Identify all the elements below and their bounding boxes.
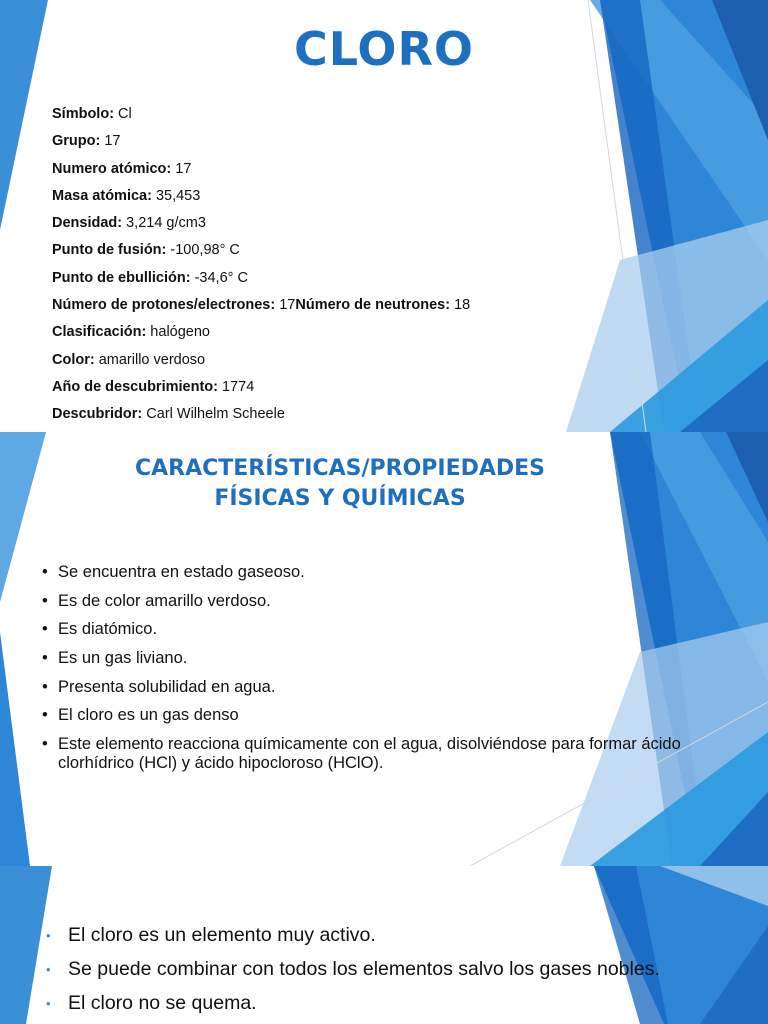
list-item: • Se puede combinar con todos los elementos salvo los gases nobles.	[46, 958, 756, 981]
section-title-line-2: FÍSICAS Y QUÍMICAS	[214, 486, 466, 511]
list-item: • El cloro no se quema.	[46, 992, 756, 1015]
list-item: • Es un gas liviano.	[42, 649, 742, 668]
list-item: • Es diatómico.	[42, 620, 742, 639]
fact-classification: Clasificación: halógeno	[52, 324, 210, 341]
slide-properties	[0, 432, 768, 866]
section-title	[80, 454, 600, 514]
slide-reactivity	[0, 866, 768, 1024]
fact-discoverer: Descubridor: Carl Wilhelm Scheele	[52, 406, 285, 423]
fact-melting-point: Punto de fusión: -100,98° C	[52, 242, 240, 259]
list-item: • Este elemento reacciona químicamente con el agua, disolviéndose para formar ácido clorhídrico (HCl) y ácido hipocloroso (HClO).	[42, 735, 742, 773]
fact-symbol: Símbolo: Cl	[52, 106, 132, 122]
properties-list	[42, 563, 742, 783]
fact-color: Color: amarillo verdoso	[52, 351, 206, 368]
slide-element-facts	[0, 0, 768, 432]
reactivity-list	[46, 924, 756, 1024]
fact-atomic-number: Numero atómico: 17	[52, 160, 192, 177]
fact-discovery-year: Año de descubrimiento: 1774	[52, 378, 255, 395]
fact-group: Grupo: 17	[52, 133, 121, 150]
element-facts-list	[52, 104, 470, 432]
fact-boiling-point: Punto de ebullición: -34,6° C	[52, 269, 248, 286]
list-item: • Se encuentra en estado gaseoso.	[42, 563, 742, 582]
fact-density: Densidad: 3,214 g/cm3	[52, 215, 206, 232]
list-item: • Es de color amarillo verdoso.	[42, 592, 742, 611]
list-item: • El cloro es un gas denso	[42, 706, 742, 725]
list-item: • El cloro es un elemento muy activo.	[46, 924, 756, 947]
section-title-line-1: CARACTERÍSTICAS/PROPIEDADES	[134, 456, 546, 481]
list-item: • Presenta solubilidad en agua.	[42, 678, 742, 697]
fact-protons-neutrons: Número de protones/electrones: 17Número de neutrones: 18	[52, 297, 471, 314]
fact-atomic-mass: Masa atómica: 35,453	[52, 187, 201, 204]
page-title: CLORO	[293, 22, 475, 76]
